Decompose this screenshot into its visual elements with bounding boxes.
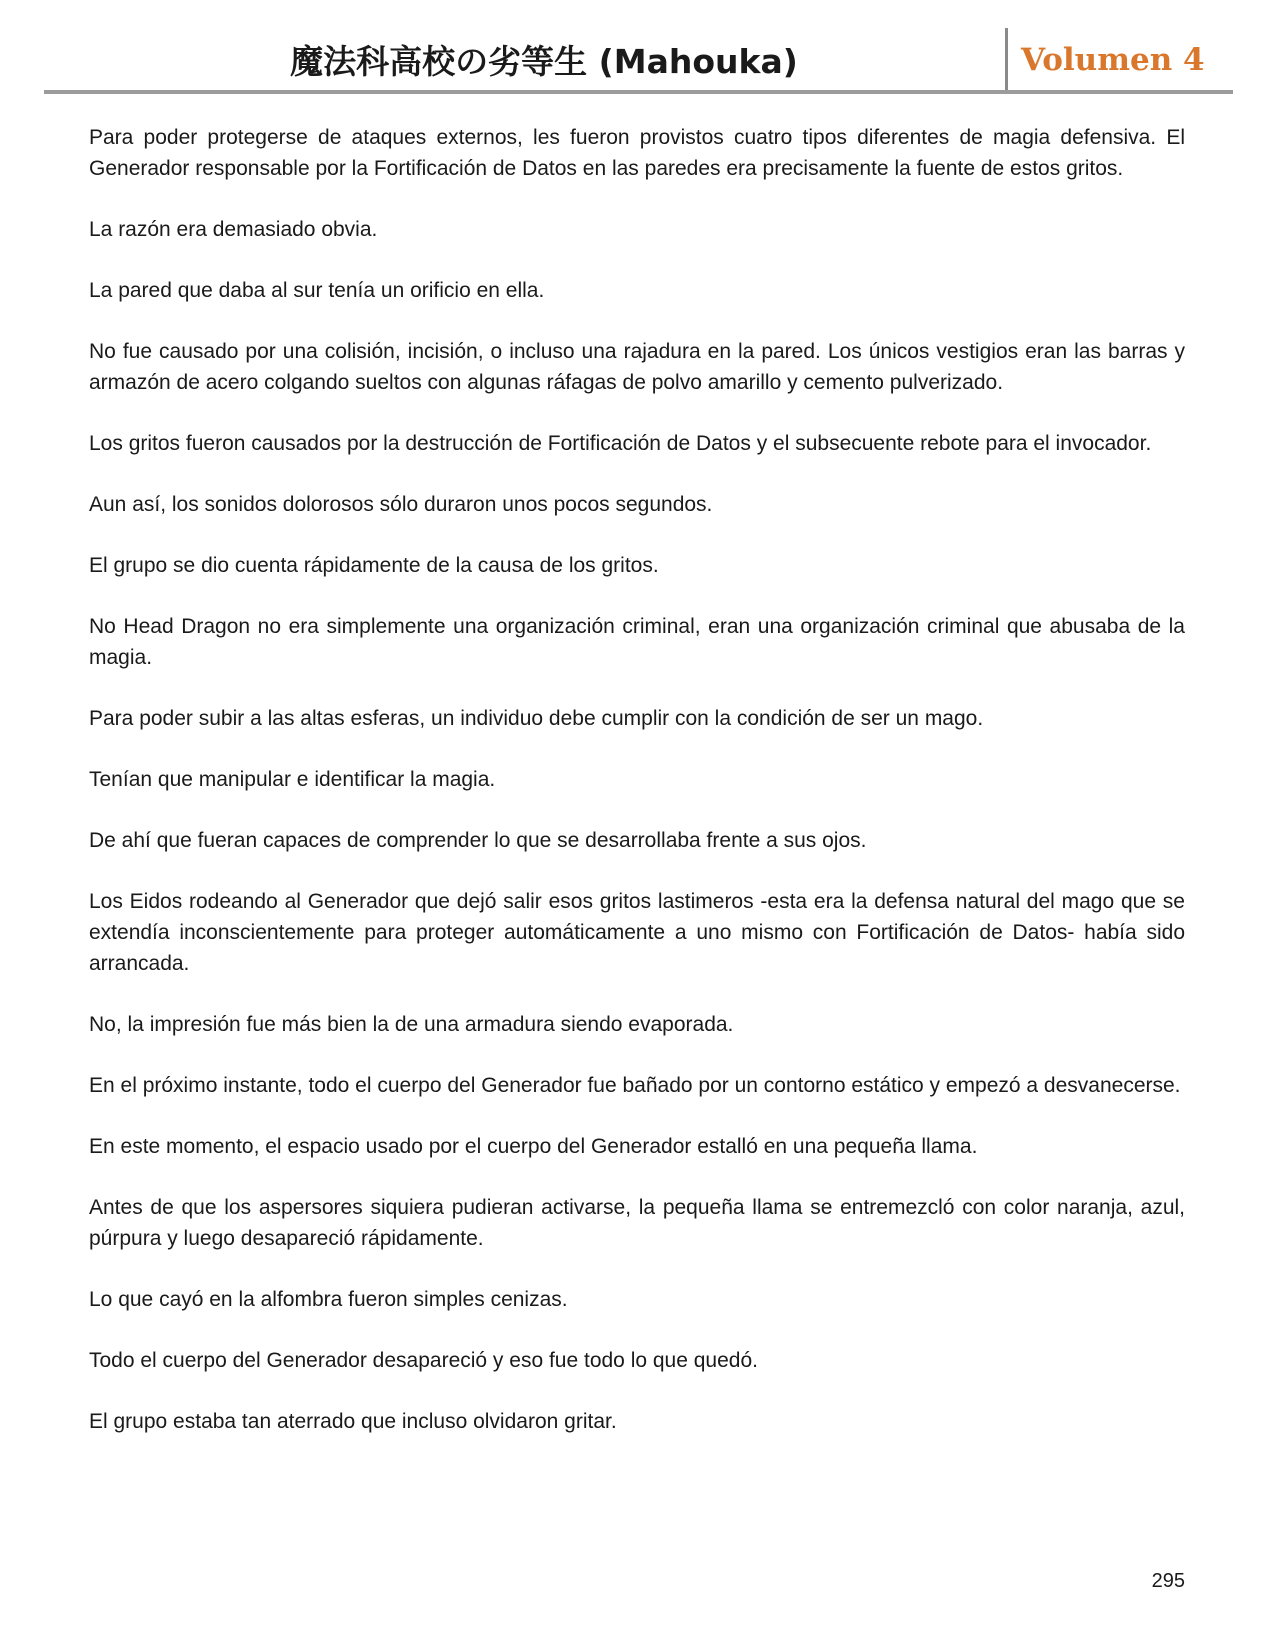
volume-label: Volumen 4 [1021,42,1205,78]
paragraph: Antes de que los aspersores siquiera pudieran activarse, la pequeña llama se entremezcló con color naranja, azul, púrpura y luego desapareció rápidamente. [89,1196,1185,1250]
paragraph: De ahí que fueran capaces de comprender lo que se desarrollaba frente a sus ojos. [89,829,867,852]
paragraph: No, la impresión fue más bien la de una armadura siendo evaporada. [89,1013,734,1036]
body-text [89,122,1185,1467]
paragraph: No Head Dragon no era simplemente una organización criminal, eran una organización criminal que abusaba de la magia. [89,615,1185,669]
paragraph: El grupo se dio cuenta rápidamente de la causa de los gritos. [89,554,659,577]
paragraph: Para poder subir a las altas esferas, un individuo debe cumplir con la condición de ser un mago. [89,707,984,730]
paragraph: La pared que daba al sur tenía un orificio en ella. [89,279,545,302]
paragraph: En este momento, el espacio usado por el cuerpo del Generador estalló en una pequeña llama. [89,1135,978,1158]
paragraph: Aun así, los sonidos dolorosos sólo duraron unos pocos segundos. [89,493,713,516]
header-rule [44,90,1233,94]
paragraph: No fue causado por una colisión, incisión, o incluso una rajadura en la pared. Los únicos vestigios eran las barras y armazón de acero colgando sueltos con algunas ráfagas de polvo amarillo y cemento pulverizado. [89,340,1185,394]
header-divider [1005,28,1008,92]
paragraph: Para poder protegerse de ataques externos, les fueron provistos cuatro tipos diferentes de magia defensiva. El Generador responsable por la Fortificación de Datos en las paredes era precisamente la fuente de estos gritos. [89,126,1185,180]
page-number: 295 [1151,1570,1185,1592]
page-header [44,28,1233,94]
paragraph: Los Eidos rodeando al Generador que dejó salir esos gritos lastimeros -esta era la defensa natural del mago que se extendía inconscientemente para proteger automáticamente a uno mismo con Fortificación de Datos- había sido arrancada. [89,890,1185,975]
paragraph: La razón era demasiado obvia. [89,218,378,241]
book-title: 魔法科高校の劣等生 (Mahouka) [290,42,798,81]
paragraph: Todo el cuerpo del Generador desapareció y eso fue todo lo que quedó. [89,1349,758,1372]
paragraph: Tenían que manipular e identificar la magia. [89,768,496,791]
paragraph: El grupo estaba tan aterrado que incluso olvidaron gritar. [89,1410,617,1433]
paragraph: Los gritos fueron causados por la destrucción de Fortificación de Datos y el subsecuente rebote para el invocador. [89,432,1152,455]
paragraph: En el próximo instante, todo el cuerpo del Generador fue bañado por un contorno estático y empezó a desvanecerse. [89,1074,1181,1097]
paragraph: Lo que cayó en la alfombra fueron simples cenizas. [89,1288,568,1311]
